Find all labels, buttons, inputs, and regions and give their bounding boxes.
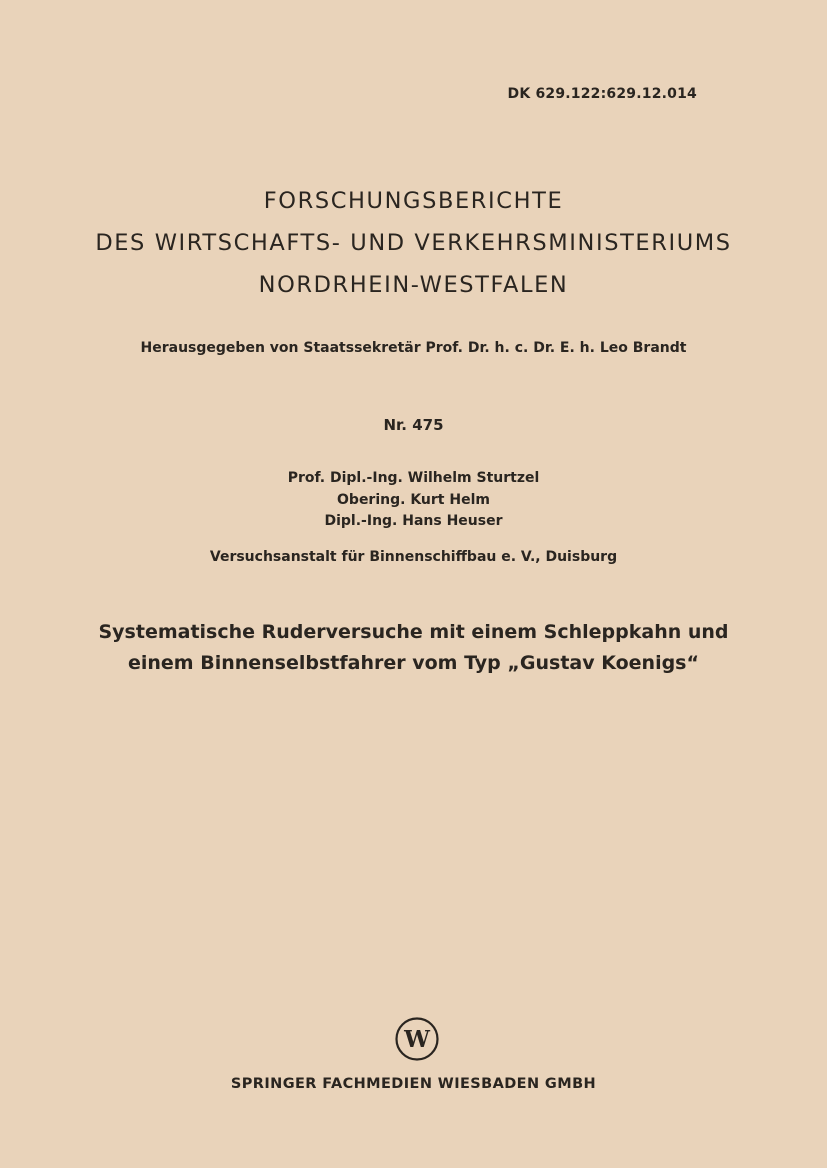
series-title-line-3: NORDRHEIN-WESTFALEN [258,272,569,298]
series-title-line-2: DES WIRTSCHAFTS- UND VERKEHRSMINISTERIUMS [95,230,732,256]
author-1: Prof. Dipl.-Ing. Wilhelm Sturtzel [287,470,540,486]
author-2: Obering. Kurt Helm [337,491,490,508]
publisher-w-logo-icon [394,1016,440,1062]
author-3: Dipl.-Ing. Hans Heuser [324,513,503,529]
report-number: Nr. 475 [383,416,444,434]
classification-code: DK 629.122:629.12.014 [507,86,697,102]
report-title-line-2: einem Binnenselbstfahrer vom Typ „Gustav Koenigs“ [128,652,699,674]
series-title [0,180,827,306]
report-title-line-1: Systematische Ruderversuche mit einem Schleppkahn und [98,621,729,643]
report-title [0,617,827,679]
institute-line: Versuchsanstalt für Binnenschiffbau e. V., Duisburg [209,549,618,565]
author-list [0,468,827,533]
editor-line: Herausgegeben von Staatssekretär Prof. Dr. h. c. Dr. E. h. Leo Brandt [140,340,687,356]
series-title-line-1: FORSCHUNGSBERICHTE [263,188,564,214]
publisher-name: SPRINGER FACHMEDIEN WIESBADEN GMBH [230,1076,597,1092]
logo-letter: W [404,1026,430,1053]
